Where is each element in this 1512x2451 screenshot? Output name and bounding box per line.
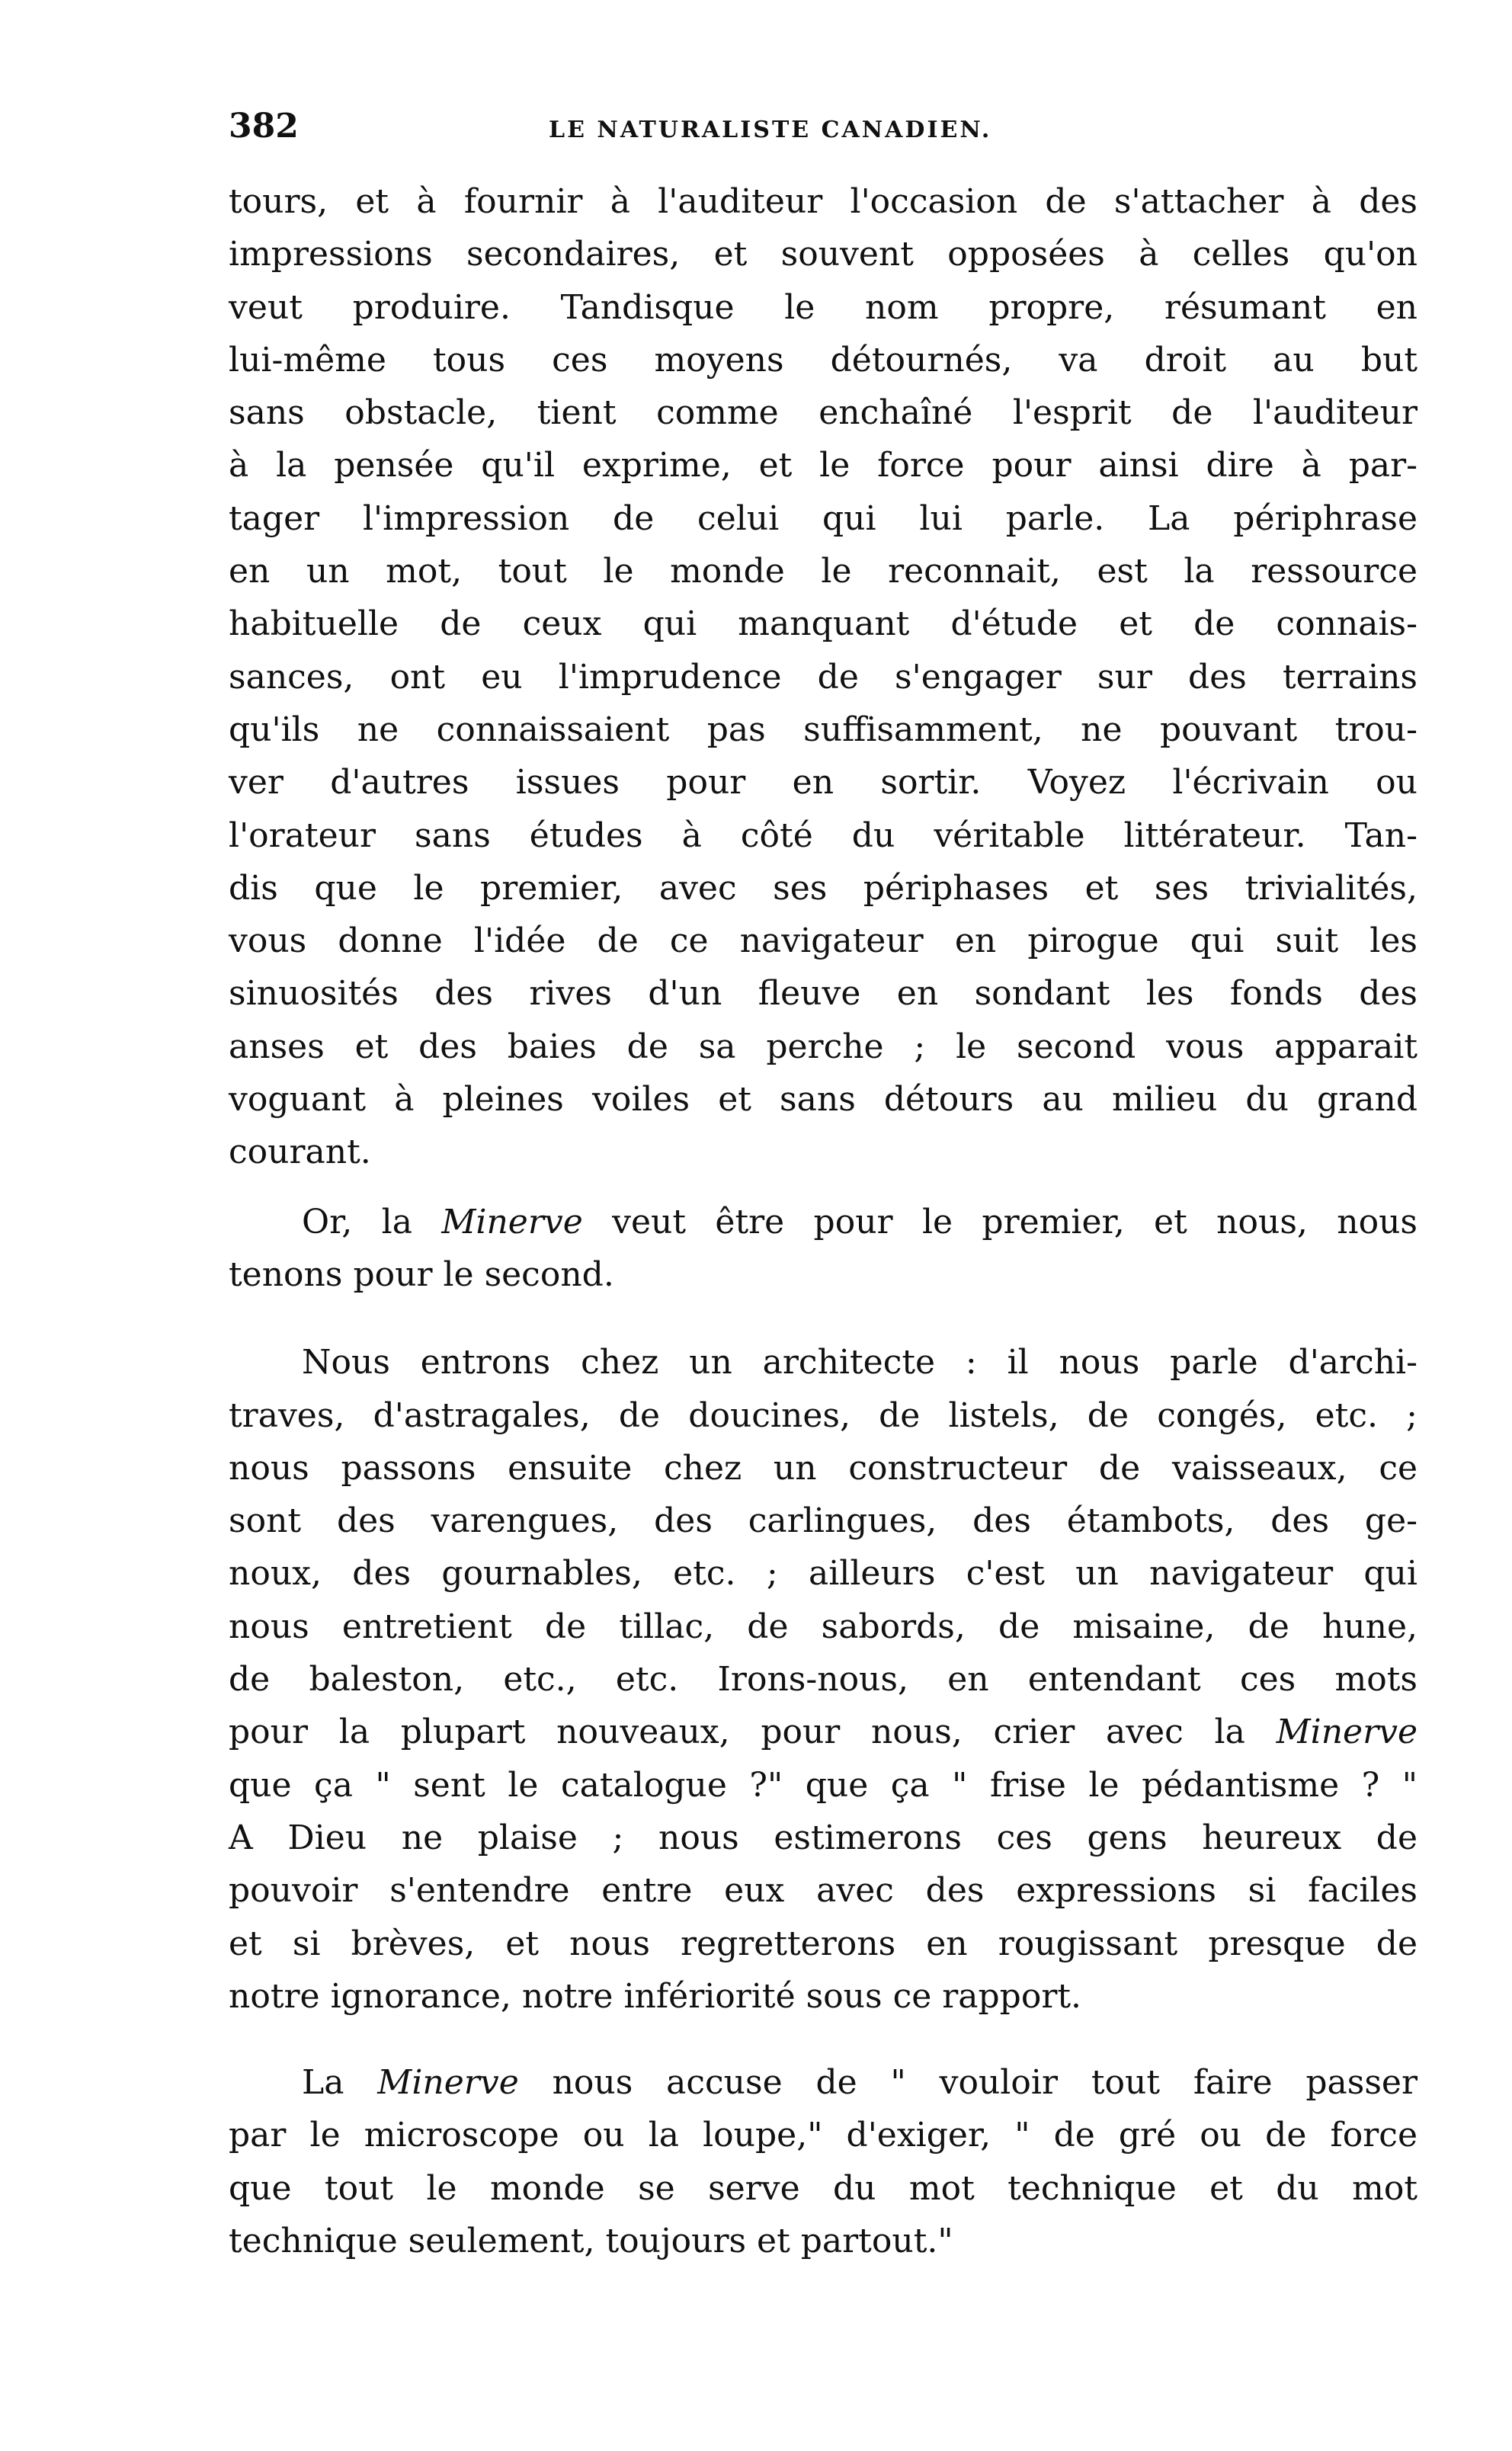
text-line: que tout le monde se serve du mot technique et du mot <box>229 2168 1418 2208</box>
page-header <box>229 107 1418 175</box>
text-line: nous passons ensuite chez un constructeur de vaisseaux, ce <box>229 1448 1418 1488</box>
text-line: courant. <box>229 1133 371 1172</box>
text-line: lui-même tous ces moyens détournés, va droit au but <box>229 340 1418 380</box>
text-line: de baleston, etc., etc. Irons-nous, en entendant ces mots <box>229 1660 1418 1700</box>
text-line: tours, et à fournir à l'auditeur l'occasion de s'attacher à des <box>229 182 1418 221</box>
text-line: sances, ont eu l'imprudence de s'engager sur des terrains <box>229 657 1418 697</box>
text-line: l'orateur sans études à côté du véritable littérateur. Tan- <box>229 815 1418 855</box>
text-line: que ça " sent le catalogue ?" que ça " frise le pédantisme ? " <box>229 1765 1418 1805</box>
text-line: habituelle de ceux qui manquant d'étude et de connais- <box>229 604 1418 644</box>
text-line: par le microscope ou la loupe," d'exiger, " de gré ou de force <box>229 2116 1418 2155</box>
text-line: voguant à pleines voiles et sans détours au milieu du grand <box>229 1080 1418 1120</box>
text-line: en un mot, tout le monde le reconnait, est la ressource <box>229 552 1418 591</box>
text-line: notre ignorance, notre infériorité sous ce rapport. <box>229 1976 1082 2016</box>
journal-title: Minerve <box>441 1202 583 1242</box>
text-line: tager l'impression de celui qui lui parle. La périphrase <box>229 498 1418 538</box>
text-line: noux, des gournables, etc. ; ailleurs c'est un navigateur qui <box>229 1554 1418 1594</box>
text-line: pouvoir s'entendre entre eux avec des expressions si faciles <box>229 1871 1418 1911</box>
text-line: anses et des baies de sa perche ; le second vous apparait <box>229 1027 1418 1066</box>
paragraph-4 <box>229 2056 1418 2267</box>
page-number: 382 <box>229 107 299 146</box>
text-line: veut produire. Tandisque le nom propre, résumant en <box>229 287 1418 327</box>
paragraph-1 <box>229 175 1418 1179</box>
text-line: dis que le premier, avec ses périphases et ses trivialités, <box>229 868 1418 908</box>
journal-title: Minerve <box>377 2063 519 2103</box>
paragraph-3 <box>229 1336 1418 2023</box>
text-line: et si brèves, et nous regretterons en rougissant presque de <box>229 1924 1418 1963</box>
text-line: sans obstacle, tient comme enchaîné l'esprit de l'auditeur <box>229 393 1418 433</box>
text-line: ver d'autres issues pour en sortir. Voyez l'écrivain ou <box>229 763 1418 803</box>
text-line: vous donne l'idée de ce navigateur en pirogue qui suit les <box>229 921 1418 961</box>
text-line: A Dieu ne plaise ; nous estimerons ces gens heureux de <box>229 1818 1418 1857</box>
paragraph-2 <box>229 1196 1418 1302</box>
journal-title: Minerve <box>1276 1712 1418 1752</box>
text-line: La Minerve nous accuse de " vouloir tout faire passer <box>302 2063 1418 2103</box>
text-line: nous entretient de tillac, de sabords, de misaine, de hune, <box>229 1607 1418 1646</box>
book-page <box>229 107 1418 2267</box>
text-line: impressions secondaires, et souvent opposées à celles qu'on <box>229 235 1418 274</box>
text-line: Or, la Minerve veut être pour le premier, et nous, nous <box>302 1202 1418 1242</box>
text-line: tenons pour le second. <box>229 1254 614 1294</box>
text-line: qu'ils ne connaissaient pas suffisamment, ne pouvant trou- <box>229 710 1418 749</box>
text-line: traves, d'astragales, de doucines, de listels, de congés, etc. ; <box>229 1395 1418 1435</box>
text-line: à la pensée qu'il exprime, et le force pour ainsi dire à par- <box>229 446 1418 485</box>
text-line: Nous entrons chez un architecte : il nous parle d'archi- <box>302 1343 1418 1382</box>
text-line: sont des varengues, des carlingues, des étambots, des ge- <box>229 1501 1418 1541</box>
text-line: sinuosités des rives d'un fleuve en sondant les fonds des <box>229 974 1418 1014</box>
running-title: LE NATURALISTE CANADIEN. <box>549 117 992 143</box>
text-line: pour la plupart nouveaux, pour nous, crier avec la Minerve <box>229 1712 1418 1752</box>
text-line: technique seulement, toujours et partout." <box>229 2221 953 2260</box>
